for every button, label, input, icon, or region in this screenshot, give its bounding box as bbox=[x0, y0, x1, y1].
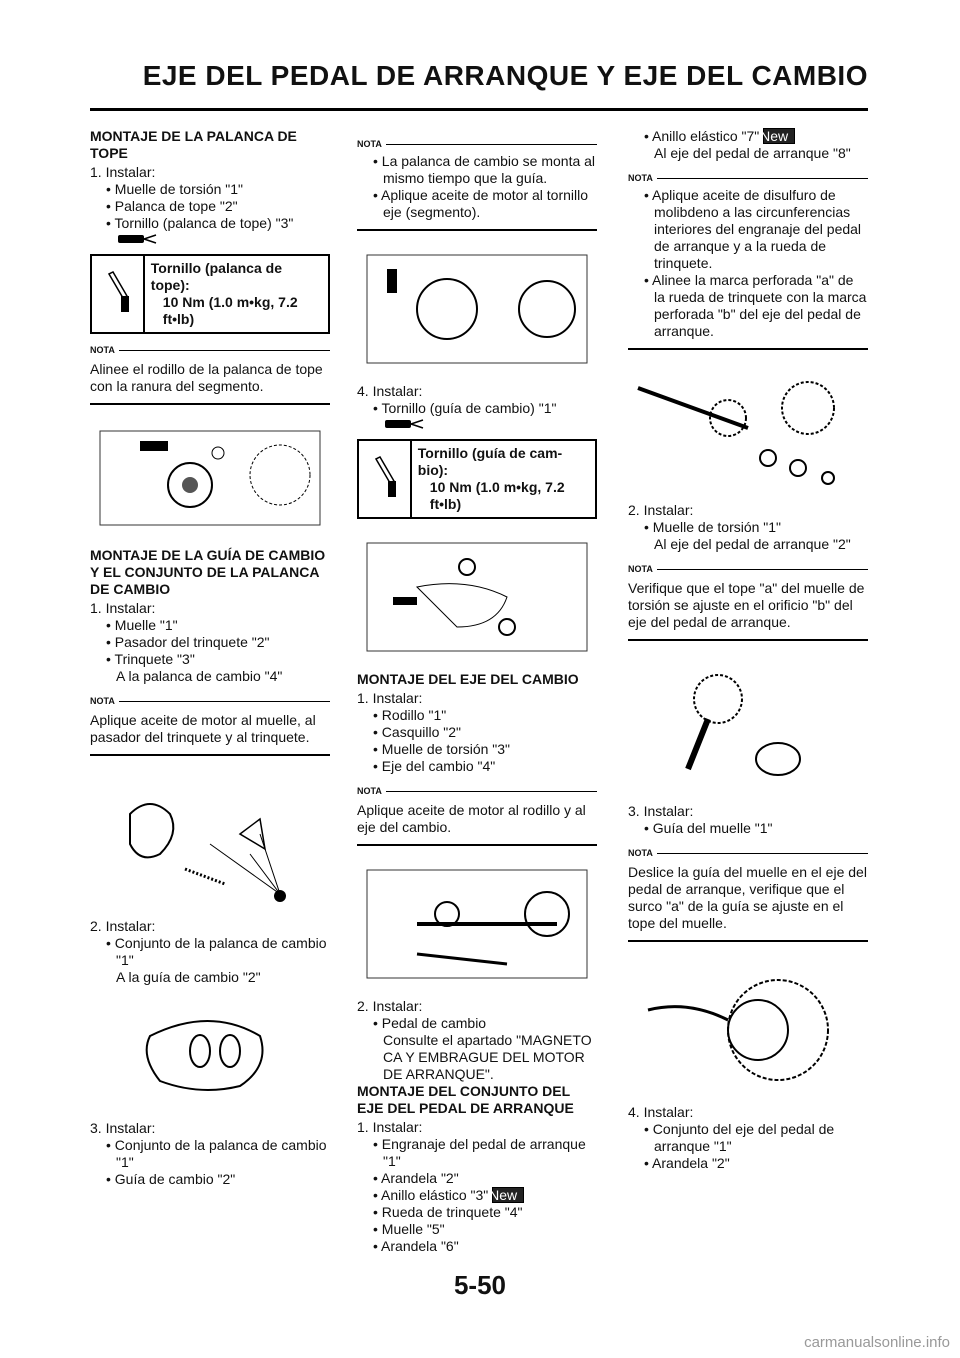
list-item: • Conjunto de la palanca de cambio "1" bbox=[90, 1137, 330, 1171]
note-item: • Aplique aceite de disulfuro de molibdeno a las circunferencias interiores del engranaje del pedal de arranque y a la rueda de trinquete. bbox=[628, 187, 868, 272]
torque-spec bbox=[90, 254, 330, 334]
list-item: • Palanca de tope "2" bbox=[90, 198, 330, 215]
torque-title: Tornillo (palanca de tope): bbox=[150, 260, 282, 293]
step: 4. Instalar: bbox=[628, 1104, 694, 1120]
section-title: MONTAJE DEL EJE DEL CAMBIO bbox=[357, 671, 579, 687]
note-label: NOTA bbox=[628, 564, 653, 574]
list-item: • Arandela "2" bbox=[628, 1155, 868, 1172]
step: 3. Instalar: bbox=[90, 1120, 156, 1136]
figure-shift-guide bbox=[90, 996, 330, 1106]
sub-text: Al eje del pedal de arranque "2" bbox=[654, 536, 851, 552]
section-title: MONTAJE DE LA PALANCA DE TOPE bbox=[90, 128, 297, 161]
list-item: • Arandela "6" bbox=[357, 1238, 597, 1255]
section-title: MONTAJE DEL CONJUNTO DEL EJE DEL PEDAL DE ARRANQUE bbox=[357, 1083, 574, 1116]
note-label: NOTA bbox=[357, 139, 382, 149]
sub-text: Consulte el apartado "MAGNETO CA Y EMBRAGUE DEL MOTOR DE ARRANQUE". bbox=[383, 1032, 592, 1082]
footer-watermark: carmanualsonline.info bbox=[804, 1334, 950, 1351]
figure-torsion-spring bbox=[628, 659, 868, 789]
list-item: • Muelle de torsión "1" bbox=[628, 519, 868, 536]
note-text: Aplique aceite de motor al muelle, al pasador del trinquete y al trinquete. bbox=[90, 712, 316, 745]
note bbox=[357, 783, 597, 846]
torque-spec bbox=[357, 439, 597, 519]
new-badge: New bbox=[763, 128, 795, 144]
note bbox=[90, 342, 330, 405]
list-item: • Anillo elástico "3" New bbox=[357, 1187, 597, 1204]
step: 2. Instalar: bbox=[90, 918, 156, 934]
new-badge: New bbox=[492, 1187, 524, 1203]
list-item: • Engranaje del pedal de arranque "1" bbox=[357, 1136, 597, 1170]
note-text: Aplique aceite de motor al rodillo y al eje del cambio. bbox=[357, 802, 586, 835]
torque-wrench-icon bbox=[92, 256, 145, 332]
step: 1. Instalar: bbox=[90, 600, 156, 616]
note-text: Deslice la guía del muelle en el eje del pedal de arranque, verifique que el surco "a" de la guía se ajuste en el tope del muelle. bbox=[628, 864, 867, 931]
list-item: • Muelle "1" bbox=[90, 617, 330, 634]
note bbox=[628, 845, 868, 942]
note-text: Verifique que el tope "a" del muelle de torsión se ajuste en el orificio "b" del eje del pedal de arranque. bbox=[628, 580, 865, 630]
torque-value: 10 Nm (1.0 m•kg, 7.2 ft•lb) bbox=[162, 294, 298, 327]
list-item: • Eje del cambio "4" bbox=[357, 758, 597, 775]
figure-shift-guide-bolts bbox=[357, 537, 597, 657]
list-item: • Pedal de cambio bbox=[357, 1015, 597, 1032]
list-item: • Conjunto del eje del pedal de arranque "1" bbox=[628, 1121, 868, 1155]
figure-shift-lever bbox=[90, 774, 330, 904]
column-3 bbox=[628, 128, 868, 1172]
torque-value: 10 Nm (1.0 m•kg, 7.2 ft•lb) bbox=[429, 479, 565, 512]
note-label: NOTA bbox=[357, 786, 382, 796]
list-item: • Casquillo "2" bbox=[357, 724, 597, 741]
sub-text: Al eje del pedal de arranque "8" bbox=[654, 145, 851, 161]
note bbox=[90, 693, 330, 756]
wrench-icon bbox=[90, 232, 330, 250]
list-item: • Arandela "2" bbox=[357, 1170, 597, 1187]
page-number: 5-50 bbox=[453, 1270, 507, 1300]
column-1 bbox=[90, 128, 330, 1188]
torque-wrench-icon bbox=[359, 441, 412, 517]
note-item: • Aplique aceite de motor al tornillo eje (segmento). bbox=[357, 187, 597, 221]
list-item: • Tornillo (palanca de tope) "3" bbox=[90, 215, 330, 232]
figure-stopper-lever bbox=[90, 423, 330, 533]
torque-title: Tornillo (guía de cam- bio): bbox=[417, 445, 563, 478]
figure-spring-guide bbox=[628, 960, 868, 1090]
step: 4. Instalar: bbox=[357, 383, 423, 399]
sub-text: A la palanca de cambio "4" bbox=[116, 668, 283, 684]
note bbox=[628, 561, 868, 641]
list-item: • Muelle de torsión "3" bbox=[357, 741, 597, 758]
header-rule bbox=[90, 108, 868, 111]
step: 1. Instalar: bbox=[357, 1119, 423, 1135]
note-label: NOTA bbox=[628, 848, 653, 858]
figure-shift-guide-installed bbox=[357, 249, 597, 369]
section-title: MONTAJE DE LA GUÍA DE CAMBIO Y EL CONJUNTO DE LA PALANCA DE CAMBIO bbox=[90, 547, 326, 597]
note-item: • La palanca de cambio se monta al mismo tiempo que la guía. bbox=[357, 153, 597, 187]
column-2 bbox=[357, 128, 597, 1255]
note bbox=[357, 136, 597, 231]
note-item: • Alinee la marca perforada "a" de la rueda de trinquete con la marca perforada "b" del eje del pedal de arranque. bbox=[628, 272, 868, 340]
step: 3. Instalar: bbox=[628, 803, 694, 819]
list-item: • Pasador del trinquete "2" bbox=[90, 634, 330, 651]
list-item: • Muelle "5" bbox=[357, 1221, 597, 1238]
note-text: Alinee el rodillo de la palanca de tope con la ranura del segmento. bbox=[90, 361, 323, 394]
note bbox=[628, 170, 868, 350]
note-label: NOTA bbox=[90, 345, 115, 355]
figure-shift-shaft bbox=[357, 864, 597, 984]
note-label: NOTA bbox=[90, 696, 115, 706]
list-item: • Tornillo (guía de cambio) "1" bbox=[357, 400, 597, 417]
list-item: • Anillo elástico "7" New bbox=[628, 128, 868, 145]
step: 2. Instalar: bbox=[357, 998, 423, 1014]
wrench-icon bbox=[357, 417, 597, 435]
list-item: • Guía del muelle "1" bbox=[628, 820, 868, 837]
list-item: • Rueda de trinquete "4" bbox=[357, 1204, 597, 1221]
list-item: • Trinquete "3" bbox=[90, 651, 330, 668]
step: 1. Instalar: bbox=[90, 164, 156, 180]
list-item: • Muelle de torsión "1" bbox=[90, 181, 330, 198]
list-item: • Rodillo "1" bbox=[357, 707, 597, 724]
figure-kickstarter-exploded bbox=[628, 368, 868, 488]
step: 2. Instalar: bbox=[628, 502, 694, 518]
sub-text: A la guía de cambio "2" bbox=[116, 969, 261, 985]
list-item: • Guía de cambio "2" bbox=[90, 1171, 330, 1188]
page-title: EJE DEL PEDAL DE ARRANQUE Y EJE DEL CAMBIO bbox=[142, 60, 868, 91]
list-item: • Conjunto de la palanca de cambio "1" bbox=[90, 935, 330, 969]
note-label: NOTA bbox=[628, 173, 653, 183]
step: 1. Instalar: bbox=[357, 690, 423, 706]
